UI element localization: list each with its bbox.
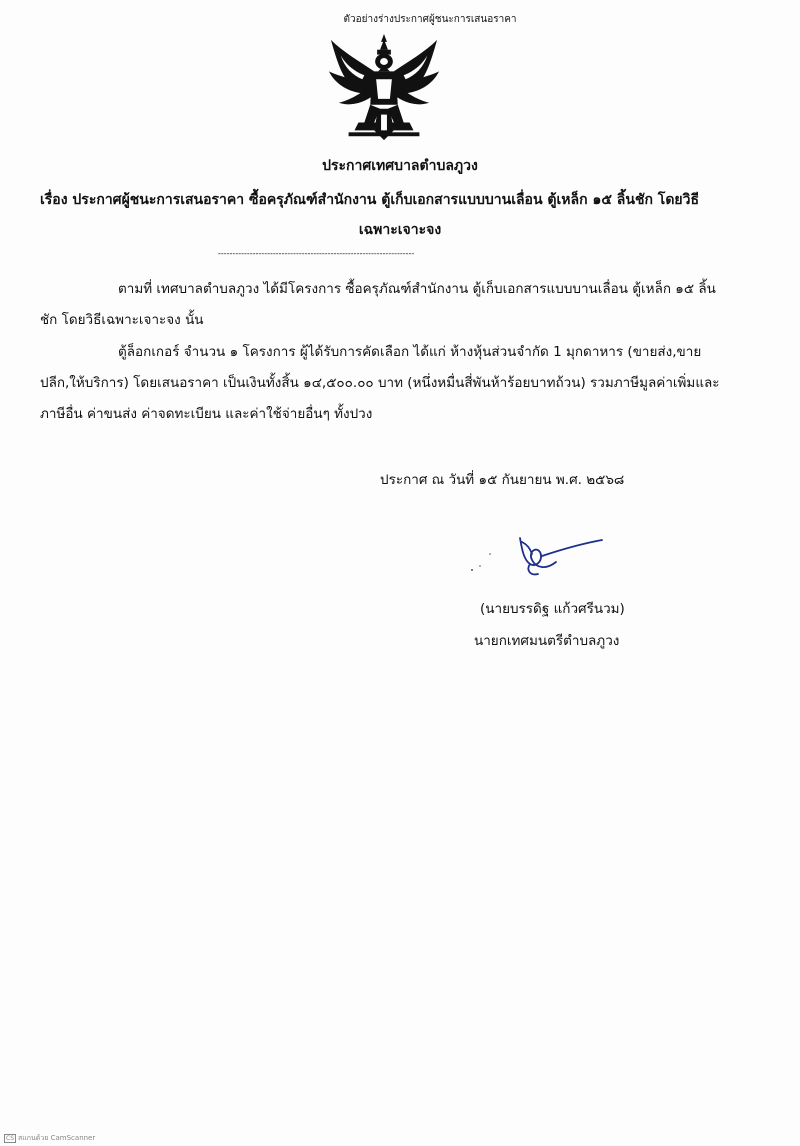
- camscanner-badge: CS: [6, 1135, 14, 1142]
- draft-note: ตัวอย่างร่างประกาศผู้ชนะการเสนอราคา: [343, 14, 517, 25]
- org-title: ประกาศเทศบาลตำบลภูวง: [322, 158, 478, 174]
- signer-name: (นายบรรดิฐ แก้วศรีนวม): [480, 601, 625, 617]
- signer-position: นายกเทศมนตรีตำบลภูวง: [474, 633, 620, 649]
- scanner-watermark: [4, 1133, 95, 1144]
- announce-date: ประกาศ ณ วันที่ ๑๕ กันยายน พ.ศ. ๒๕๖๘: [380, 472, 625, 488]
- scanner-text: สแกนด้วย CamScanner: [18, 1134, 96, 1142]
- paragraph-winner-text: ตู้ล็อกเกอร์ จำนวน ๑ โครงการ ผู้ได้รับการคัดเลือก ได้แก่ ห้างหุ้นส่วนจำกัด 1 มุกดาหาร (ขายส่ง,ขายปลีก,ให้บริการ) โดยเสนอราคา เป็นเงินทั้งสิ้น ๑๔,๕๐๐.๐๐ บาท (หนึ่งหมื่นสี่พันห้าร้อยบาทถ้วน) รวมภาษีมูลค่าเพิ่มและภาษีอื่น ค่าขนส่ง ค่าจดทะเบียน และค่าใช้จ่ายอื่นๆ ทั้งปวง: [40, 344, 720, 422]
- signature-icon: [460, 530, 610, 585]
- garuda-emblem-icon: [325, 32, 443, 150]
- paragraph-winner: [40, 337, 730, 430]
- subject-line-1: เรื่อง ประกาศผู้ชนะการเสนอราคา ซื้อครุภัณฑ์สำนักงาน ตู้เก็บเอกสารแบบบานเลื่อน ตู้เหล็ก ๑๕ ลิ้นชัก โดยวิธี: [40, 192, 700, 208]
- separator-line: --------------------------------------------------------------------: [218, 250, 415, 258]
- paragraph-project-text: ตามที่ เทศบาลตำบลภูวง ได้มีโครงการ ซื้อครุภัณฑ์สำนักงาน ตู้เก็บเอกสารแบบบานเลื่อน ตู้เหล็ก ๑๕ ลิ้นชัก โดยวิธีเฉพาะเจาะจง นั้น: [40, 281, 716, 328]
- subject-line-2: เฉพาะเจาะจง: [358, 222, 442, 238]
- subject: [40, 185, 760, 245]
- paragraph-project: [40, 274, 730, 336]
